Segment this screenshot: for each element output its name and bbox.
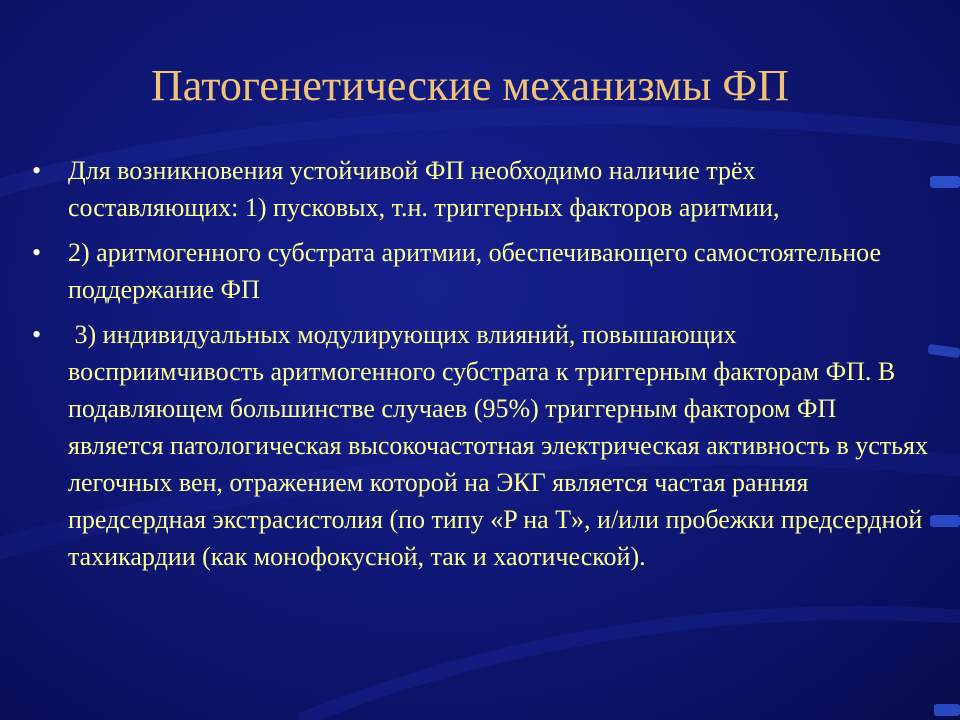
bullet-text: Для возникновения устойчивой ФП необходимо наличие трёх составляющих: 1) пусковых, т.н. триггерных факторов аритмии, xyxy=(68,156,780,222)
bullet-item xyxy=(30,234,930,308)
bullet-dot-icon: • xyxy=(32,238,42,267)
edge-accent xyxy=(927,344,960,358)
bullet-dot-icon: • xyxy=(32,320,42,349)
bullet-text: 2) аритмогенного субстрата аритмии, обеспечивающего самостоятельное поддержание ФП xyxy=(68,238,888,304)
bullet-item xyxy=(30,316,935,575)
bullet-dot-icon: • xyxy=(32,156,42,185)
slide-title: Патогенетические механизмы ФП xyxy=(151,61,789,110)
edge-accent xyxy=(934,704,960,716)
bullet-text: 3) индивидуальных модулирующих влияний, повышающих восприимчивость аритмогенного субстрата к триггерным факторам ФП. В подавляющем большинстве случаев (95%) триггерным фактором ФП является патологическая высокочастотная электрическая активность в устьях легочных вен, отражением которой на ЭКГ является частая ранняя предсердная экстрасистолия (по типу «P на T», и/или пробежки предсердной тахикардии (как монофокусной, так и хаотической). xyxy=(68,320,935,571)
bullet-list xyxy=(30,152,935,583)
edge-accent xyxy=(930,176,960,188)
background-swoosh xyxy=(300,613,960,720)
edge-accent xyxy=(930,515,960,527)
bullet-item xyxy=(30,152,930,226)
